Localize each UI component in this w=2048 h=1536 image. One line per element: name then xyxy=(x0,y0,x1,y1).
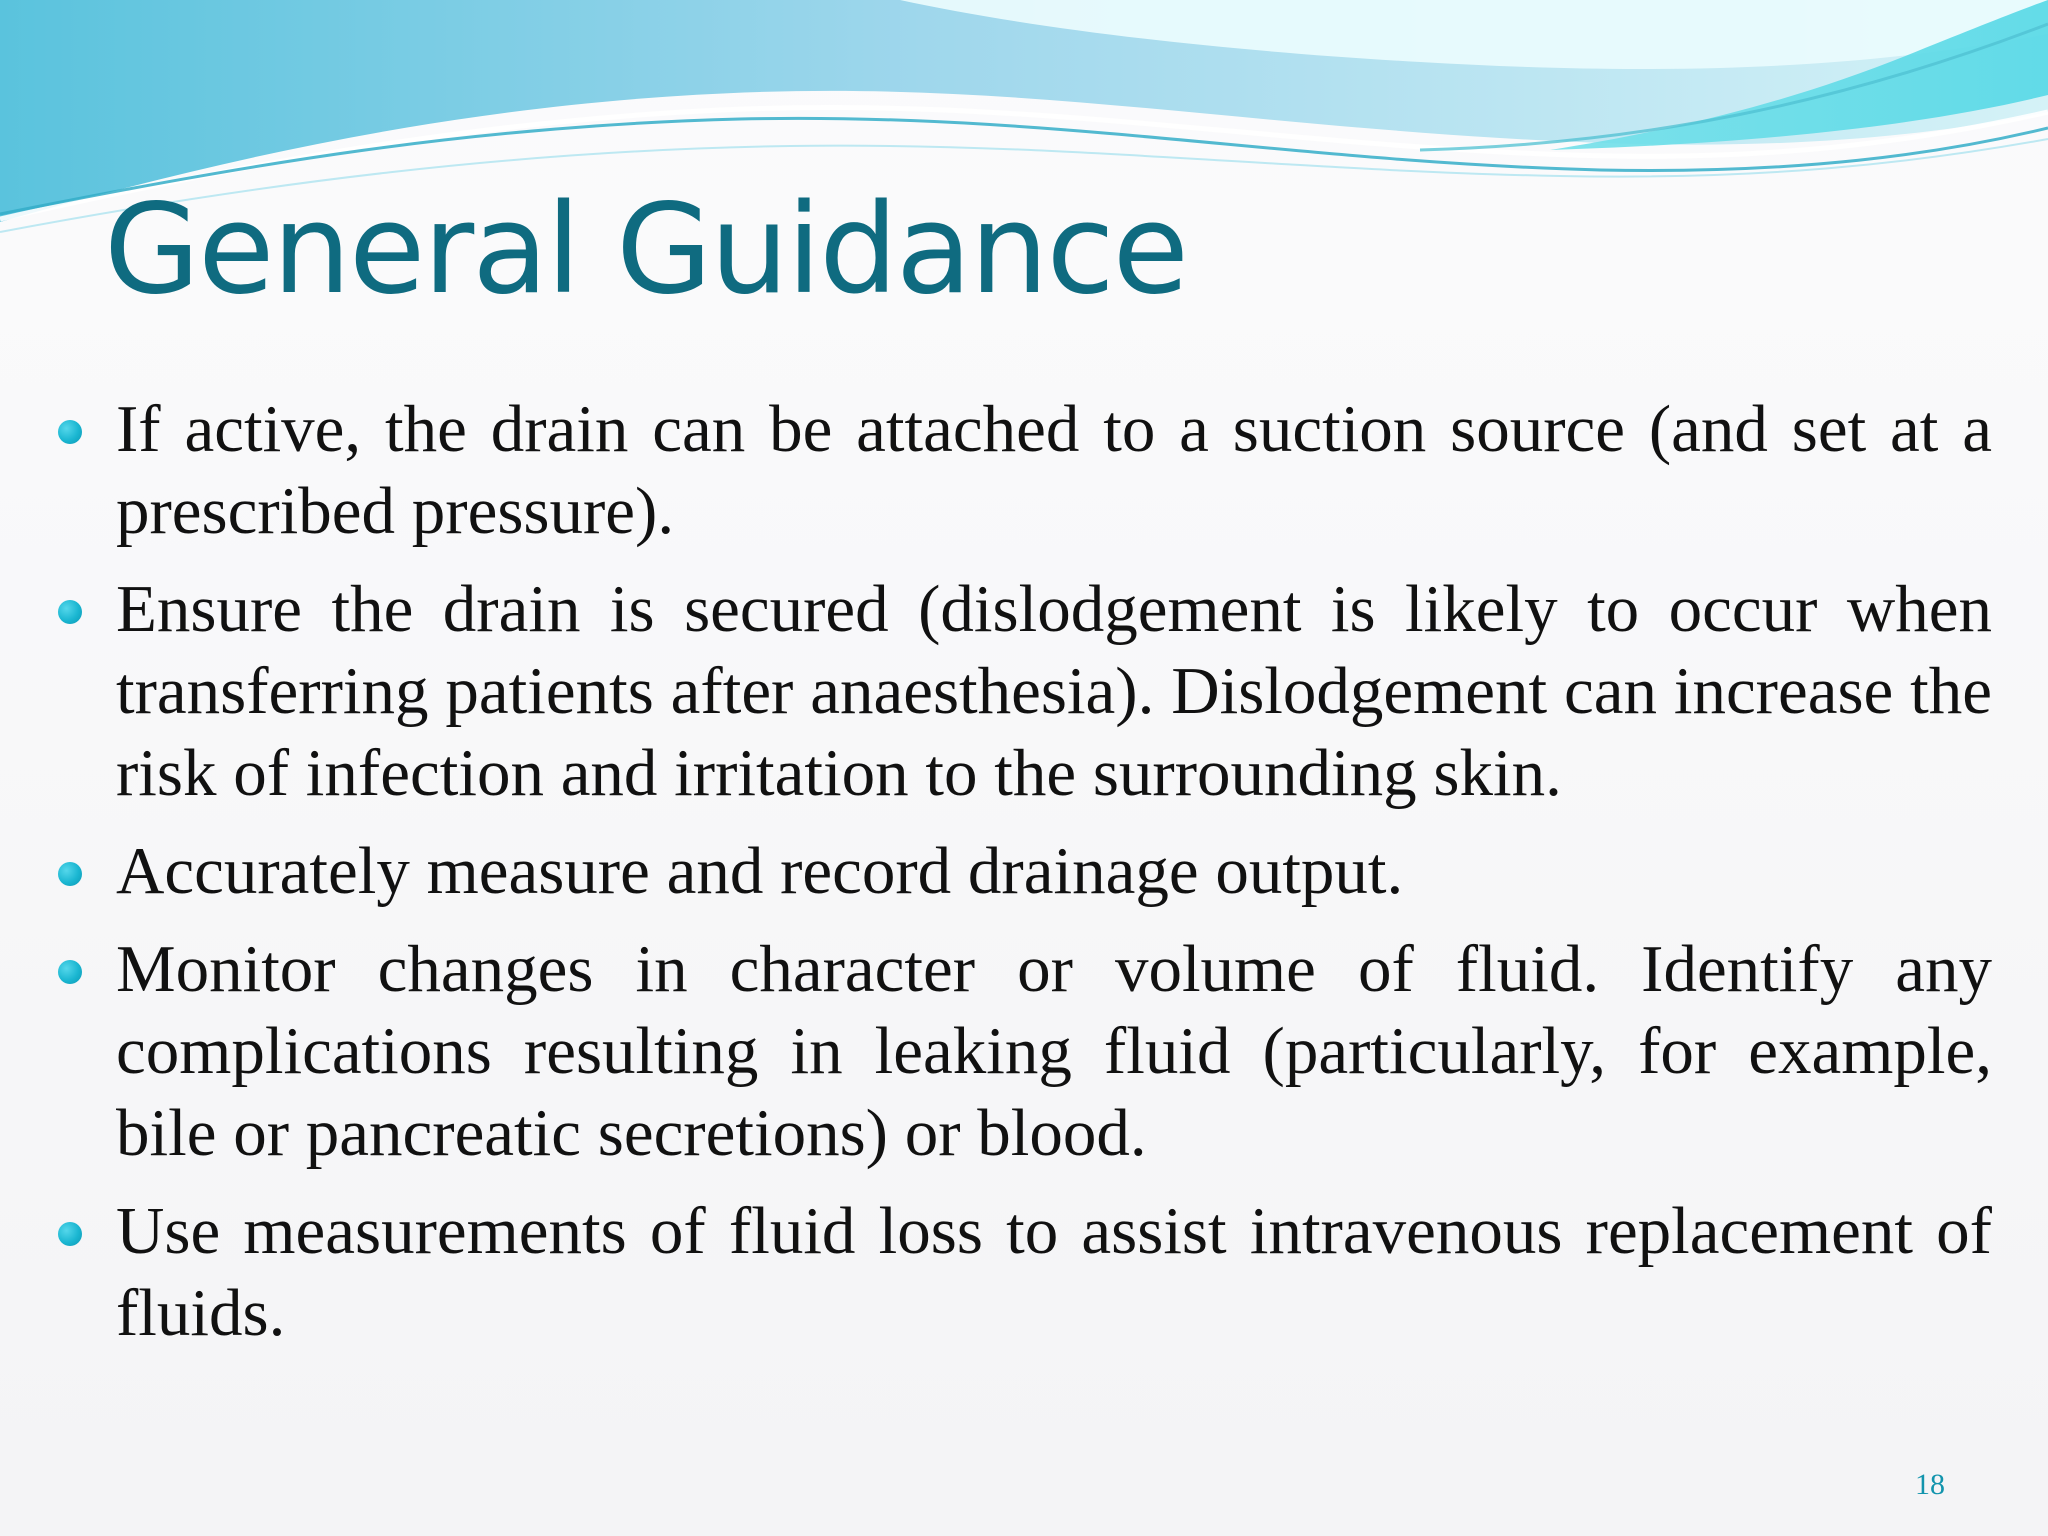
guidance-bullet-list xyxy=(116,388,1992,1370)
bullet-dot-icon xyxy=(58,420,82,444)
bullet-text: Use measurements of fluid loss to assist intravenous replacement of fluids. xyxy=(116,1194,1992,1350)
bullet-dot-icon xyxy=(58,1222,82,1246)
bullet-text: Accurately measure and record drainage output. xyxy=(116,834,1404,908)
bullet-text: Ensure the drain is secured (dislodgement is likely to occur when transferring patients after anaesthesia). Dislodgement can increase the risk of infection and irritation to the surrounding skin. xyxy=(116,572,1992,810)
page-number: 18 xyxy=(1915,1468,1945,1501)
bullet-text: Monitor changes in character or volume of fluid. Identify any complications resulting in leaking fluid (particularly, for example, bile or pancreatic secretions) or blood. xyxy=(116,932,1992,1170)
bullet-dot-icon xyxy=(58,862,82,886)
bullet-item-monitor xyxy=(116,928,1992,1174)
bullet-dot-icon xyxy=(58,600,82,624)
bullet-dot-icon xyxy=(58,960,82,984)
bullet-text: If active, the drain can be attached to a suction source (and set at a prescribed pressure). xyxy=(116,392,1992,548)
bullet-item-suction xyxy=(116,388,1992,552)
bullet-item-replacement xyxy=(116,1190,1992,1354)
bullet-item-secured xyxy=(116,568,1992,814)
bullet-item-measure xyxy=(116,830,1992,912)
slide-title: General Guidance xyxy=(104,178,1187,322)
